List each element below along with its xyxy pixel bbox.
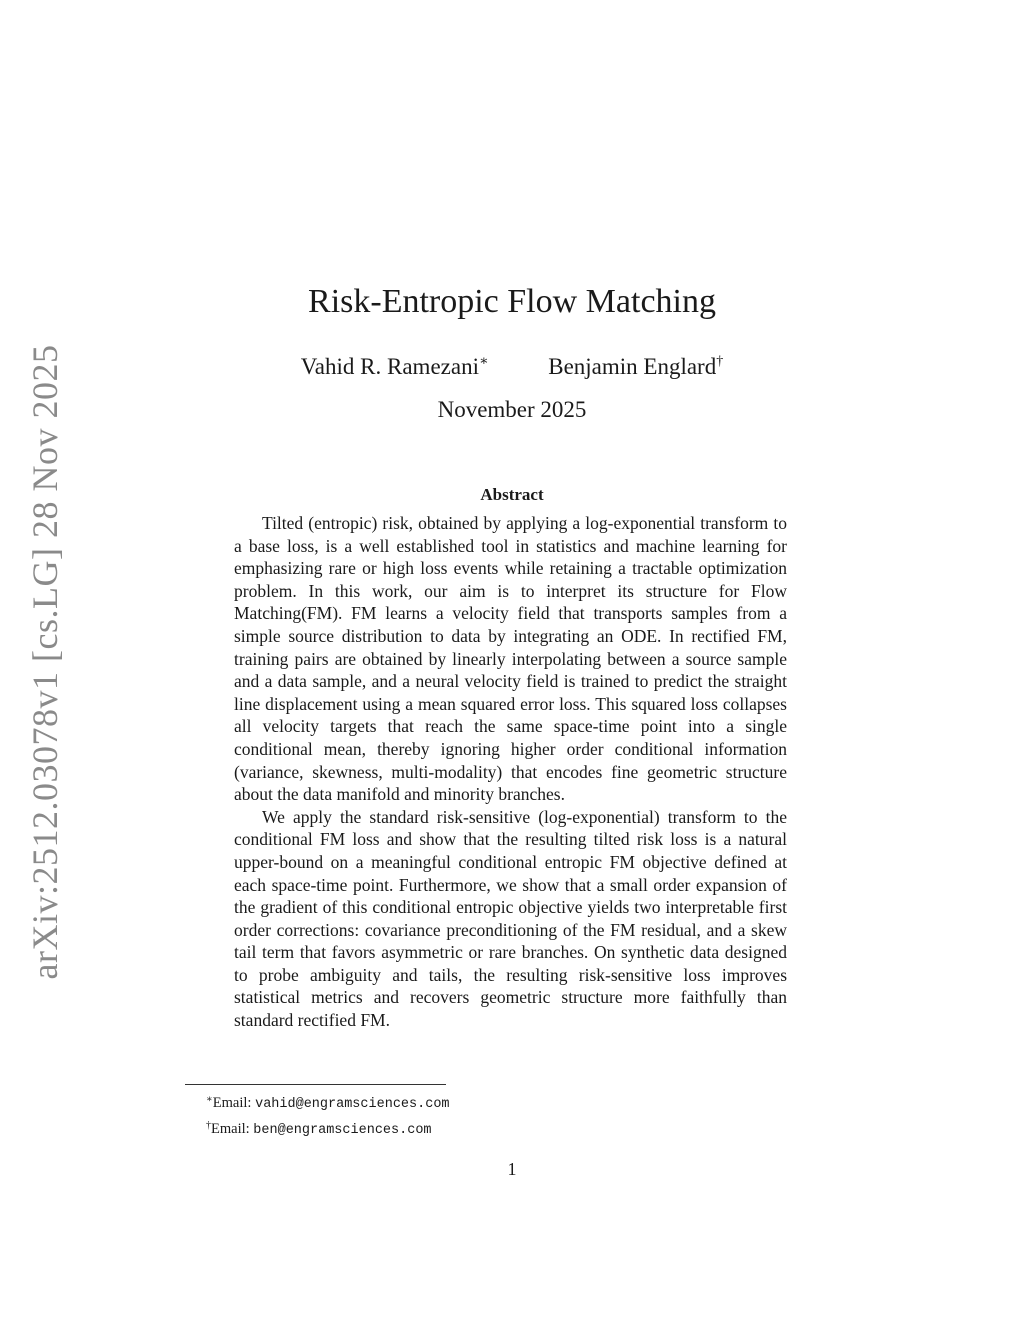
author-1 [301, 347, 489, 382]
abstract-paragraph: We apply the standard risk-sensitive (log-exponential) transform to the conditional FM loss and show that the resulting tilted risk loss is a natural upper-bound on a meaningful conditional entropic FM objective defined at each space-time point. Furthermore, we show that a small order expansion of the gradient of this conditional entropic objective yields two interpretable first order corrections: covariance preconditioning of the FM residual, and a skew tail term that favors asymmetric or rare branches. On synthetic data designed to probe ambiguity and tails, the resulting risk-sensitive loss improves statistical metrics and recovers geometric structure more faithfully than standard rectified FM. [234, 806, 787, 1031]
author-footnote-mark: ∗ [478, 354, 489, 369]
author-list [0, 347, 1024, 382]
arxiv-identifier-stamp: arXiv:2512.03078v1 [cs.LG] 28 Nov 2025 [25, 344, 65, 980]
publication-date: November 2025 [437, 397, 587, 422]
abstract-body [234, 512, 787, 1032]
footnote-mark: ∗ [206, 1094, 213, 1105]
footnote-label: Email: [211, 1121, 254, 1137]
paper-title: Risk-Entropic Flow Matching [308, 283, 716, 320]
email-link[interactable]: ben@engramsciences.com [253, 1123, 432, 1138]
footnote-divider [185, 1084, 446, 1085]
abstract-paragraph: Tilted (entropic) risk, obtained by applying a log-exponential transform to a base loss, is a well established tool in statistics and machine learning for emphasizing rare or high loss events while retaining a tractable optimization problem. In this work, our aim is to interpret its structure for Flow Matching(FM). FM learns a velocity field that transports samples from a simple source distribution to data by integrating an ODE. In rectified FM, training pairs are obtained by linearly interpolating between a source sample and a data sample, and a neural velocity field is trained to predict the straight line displacement using a mean squared error loss. This squared loss collapses all velocity targets that reach the same space-time point into a single conditional mean, thereby ignoring higher order conditional information (variance, skewness, multi-modality) that encodes fine geometric structure about the data manifold and minority branches. [234, 513, 787, 805]
author-footnote-mark: † [716, 354, 724, 369]
author-name: Vahid R. Ramezani [300, 354, 479, 379]
author-name: Benjamin Englard [548, 354, 717, 379]
footnotes [206, 1089, 450, 1141]
email-link[interactable]: vahid@engramsciences.com [255, 1097, 450, 1112]
footnote [206, 1089, 450, 1115]
footnote-mark: † [206, 1120, 211, 1131]
author-2 [548, 347, 723, 382]
abstract-heading: Abstract [480, 485, 544, 504]
footnote-label: Email: [212, 1095, 256, 1111]
page-number: 1 [507, 1159, 517, 1179]
footnote [206, 1115, 450, 1141]
